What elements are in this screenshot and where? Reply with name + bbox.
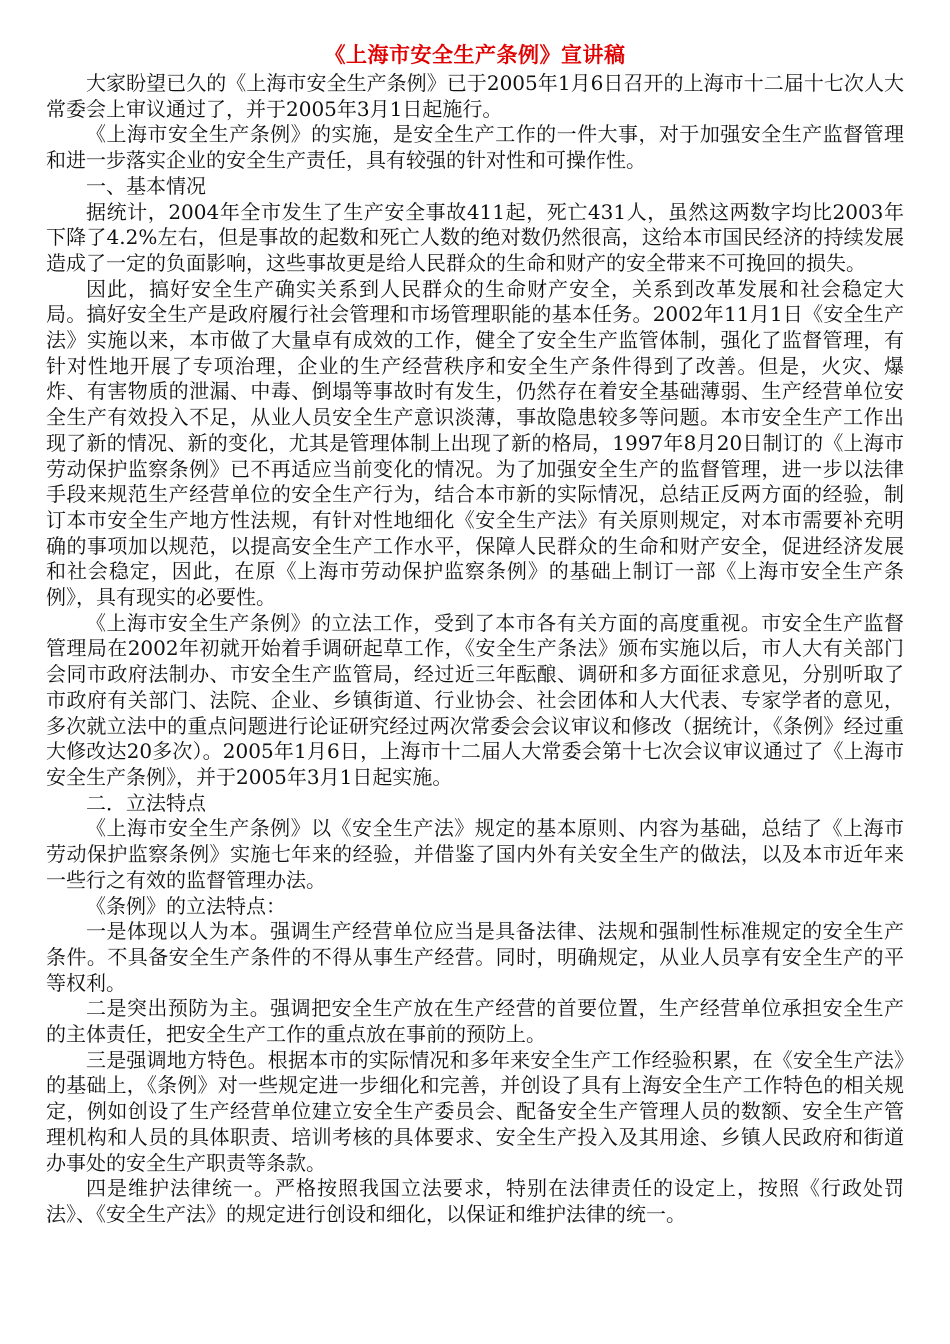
paragraph-3: 据统计，2004年全市发生了生产安全事故411起，死亡431人，虽然这两数字均比2003年下降了4.2%左右，但是事故的起数和死亡人数的绝对数仍然很高，这给本市国民经济的持续发展造成了一定的负面影响，这些事故更是给人民群众的生命和财产的安全带来不可挽回的损失。 — [46, 199, 904, 275]
paragraph-9: 二是突出预防为主。强调把安全生产放在生产经营的首要位置，生产经营单位承担安全生产的主体责任，把安全生产工作的重点放在事前的预防上。 — [46, 996, 904, 1047]
paragraph-4: 因此，搞好安全生产确实关系到人民群众的生命财产安全，关系到改革发展和社会稳定大局。搞好安全生产是政府履行社会管理和市场管理职能的基本任务。2002年11月1日《安全生产法》实施以来，本市做了大量卓有成效的工作，健全了安全生产监管体制，强化了监督管理，有针对性地开展了专项治理，企业的生产经营秩序和安全生产条件得到了改善。但是，火灾、爆炸、有害物质的泄漏、中毒、倒塌等事故时有发生，仍然存在着安全基础薄弱、生产经营单位安全生产有效投入不足，从业人员安全生产意识淡薄，事故隐患较多等问题。本市安全生产工作出现了新的情况、新的变化，尤其是管理体制上出现了新的格局，1997年8月20日制订的《上海市劳动保护监察条例》已不再适应当前变化的情况。为了加强安全生产的监督管理，进一步以法律手段来规范生产经营单位的安全生产行为，结合本市新的实际情况，总结正反两方面的经验，制订本市安全生产地方性法规，有针对性地细化《安全生产法》有关原则规定，对本市需要补充明确的事项加以规范，以提高安全生产工作水平，保障人民群众的生命和财产安全，促进经济发展和社会稳定，因此，在原《上海市劳动保护监察条例》的基础上制订一部《上海市安全生产条例》，具有现实的必要性。 — [46, 276, 904, 610]
section-heading-features: 二．立法特点 — [86, 790, 206, 815]
paragraph-10: 三是强调地方特色。根据本市的实际情况和多年来安全生产工作经验积累，在《安全生产法》的基础上，《条例》对一些规定进一步细化和完善，并创设了具有上海安全生产工作特色的相关规定，例如创设了生产经营单位建立安全生产委员会、配备安全生产管理人员的数额、安全生产管理机构和人员的具体职责、培训考核的具体要求、安全生产投入及其用途、乡镇人民政府和街道办事处的安全生产职责等条款。 — [46, 1047, 904, 1175]
paragraph-11: 四是维护法律统一。严格按照我国立法要求，特别在法律责任的设定上，按照《行政处罚法》、《安全生产法》的规定进行创设和细化，以保证和维护法律的统一。 — [46, 1176, 904, 1226]
document-title: 《上海市安全生产条例》宣讲稿 — [324, 43, 626, 67]
paragraph-7: 《条例》的立法特点： — [86, 893, 286, 918]
paragraph-2: 《上海市安全生产条例》的实施，是安全生产工作的一件大事，对于加强安全生产监督管理和进一步落实企业的安全生产责任，具有较强的针对性和可操作性。 — [46, 122, 904, 173]
paragraph-5: 《上海市安全生产条例》的立法工作，受到了本市各有关方面的高度重视。市安全生产监督管理局在2002年初就开始着手调研起草工作，《安全生产条法》颁布实施以后，市人大有关部门会同市政府法制办、市安全生产监管局，经过近三年酝酿、调研和多方面征求意见，分别听取了市政府有关部门、法院、企业、乡镇街道、行业协会、社会团体和人大代表、专家学者的意见，多次就立法中的重点问题进行论证研究经过两次常委会会议审议和修改（据统计，《条例》经过重大修改达20多次）。2005年1月6日，上海市十二届人大常委会第十七次会议审议通过了《上海市安全生产条例》，并于2005年3月1日起实施。 — [46, 610, 904, 789]
paragraph-1: 大家盼望已久的《上海市安全生产条例》已于2005年1月6日召开的上海市十二届十七次人大常委会上审议通过了，并于2005年3月1日起施行。 — [46, 71, 904, 121]
paragraph-8: 一是体现以人为本。强调生产经营单位应当是具备法律、法规和强制性标准规定的安全生产条件。不具备安全生产条件的不得从事生产经营。同时，明确规定，从业人员享有安全生产的平等权利。 — [46, 919, 904, 995]
section-heading-basic: 一、基本情况 — [86, 173, 206, 198]
paragraph-6: 《上海市安全生产条例》以《安全生产法》规定的基本原则、内容为基础，总结了《上海市劳动保护监察条例》实施七年来的经验，并借鉴了国内外有关安全生产的做法，以及本市近年来一些行之有效的监督管理办法。 — [46, 816, 904, 892]
